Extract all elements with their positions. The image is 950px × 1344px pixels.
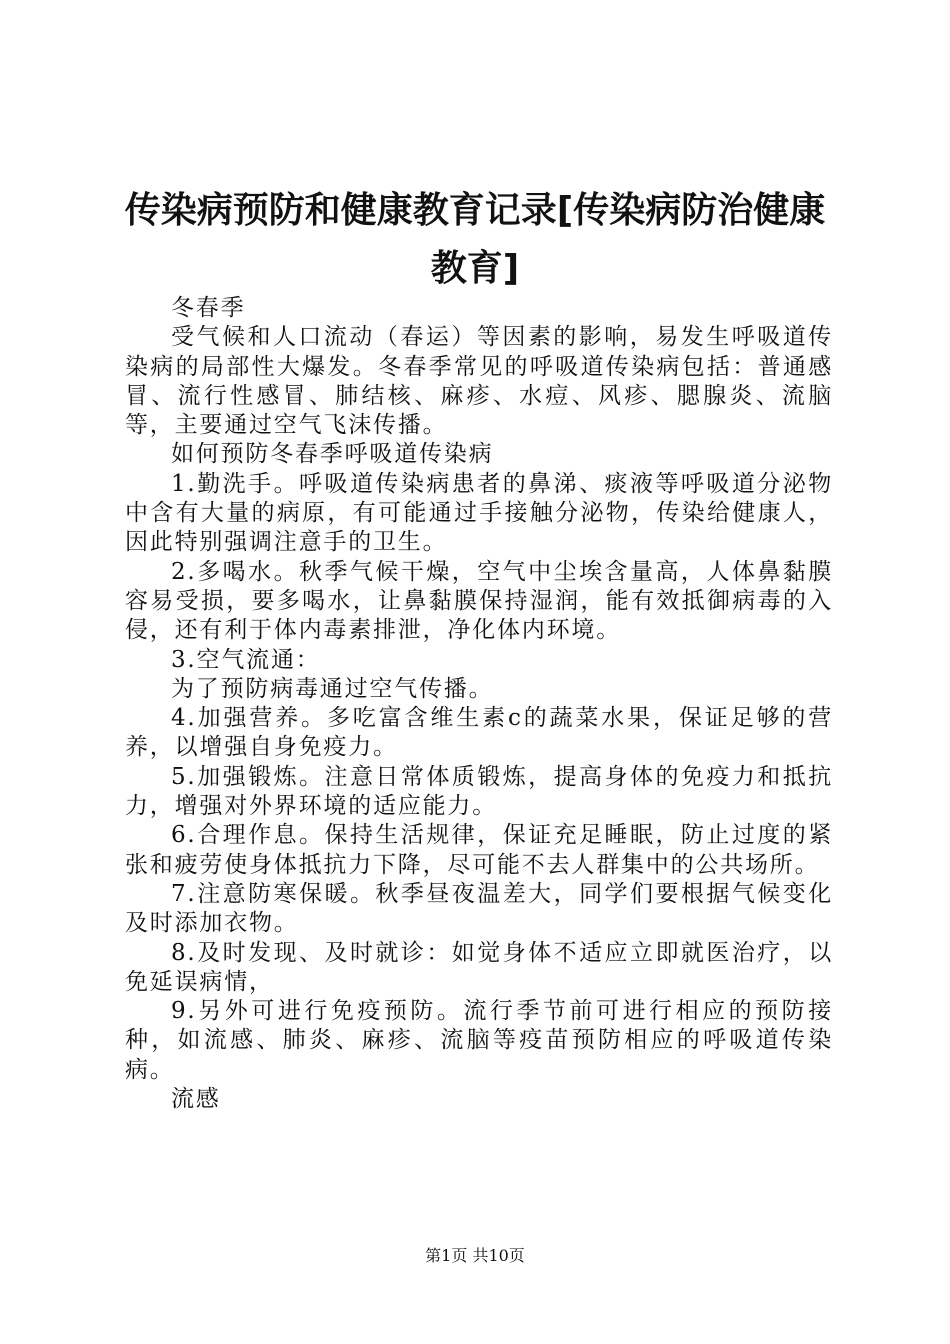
document-title: 传染病预防和健康教育记录[传染病防治健康教育] <box>124 190 826 289</box>
paragraph-item-5: 5.加强锻炼。注意日常体质锻炼，提高身体的免疫力和抵抗力，增强对外界环境的适应能力。 <box>125 763 833 820</box>
paragraph-item-9: 9.另外可进行免疫预防。流行季节前可进行相应的预防接种，如流感、肺炎、麻疹、流脑等疫苗预防相应的呼吸道传染病。 <box>125 998 833 1083</box>
paragraph-season-heading: 冬春季 <box>171 295 246 321</box>
paragraph-intro: 受气候和人口流动（春运）等因素的影响，易发生呼吸道传染病的局部性大爆发。冬春季常见的呼吸道传染病包括：普通感冒、流行性感冒、肺结核、麻疹、水痘、风疹、腮腺炎、流脑等，主要通过空气飞沫传播。 <box>125 324 833 439</box>
paragraph-item-3-detail: 为了预防病毒通过空气传播。 <box>171 675 494 702</box>
paragraph-prevention-heading: 如何预防冬春季呼吸道传染病 <box>171 441 494 468</box>
paragraph-flu-heading: 流感 <box>171 1086 221 1113</box>
paragraph-item-1: 1.勤洗手。呼吸道传染病患者的鼻涕、痰液等呼吸道分泌物中含有大量的病原，有可能通过手接触分泌物，传染给健康人，因此特别强调注意手的卫生。 <box>125 470 833 556</box>
paragraph-item-4: 4.加强营养。多吃富含维生素c的蔬菜水果，保证足够的营养，以增强自身免疫力。 <box>125 705 833 761</box>
paragraph-item-8: 8.及时发现、及时就诊：如觉身体不适应立即就医治疗，以免延误病情， <box>125 939 833 995</box>
paragraph-item-6: 6.合理作息。保持生活规律，保证充足睡眠，防止过度的紧张和疲劳使身体抵抗力下降，尽可能不去人群集中的公共场所。 <box>125 822 833 878</box>
document-body <box>125 294 833 1114</box>
paragraph-item-7: 7.注意防寒保暖。秋季昼夜温差大，同学们要根据气候变化及时添加衣物。 <box>125 880 833 937</box>
paragraph-item-3: 3.空气流通： <box>171 646 321 673</box>
paragraph-item-2: 2.多喝水。秋季气候干燥，空气中尘埃含量高，人体鼻黏膜容易受损，要多喝水，让鼻黏膜保持湿润，能有效抵御病毒的入侵，还有利于体内毒素排泄，净化体内环境。 <box>125 558 833 644</box>
page-footer: 第1页 共10页 <box>425 1246 525 1265</box>
